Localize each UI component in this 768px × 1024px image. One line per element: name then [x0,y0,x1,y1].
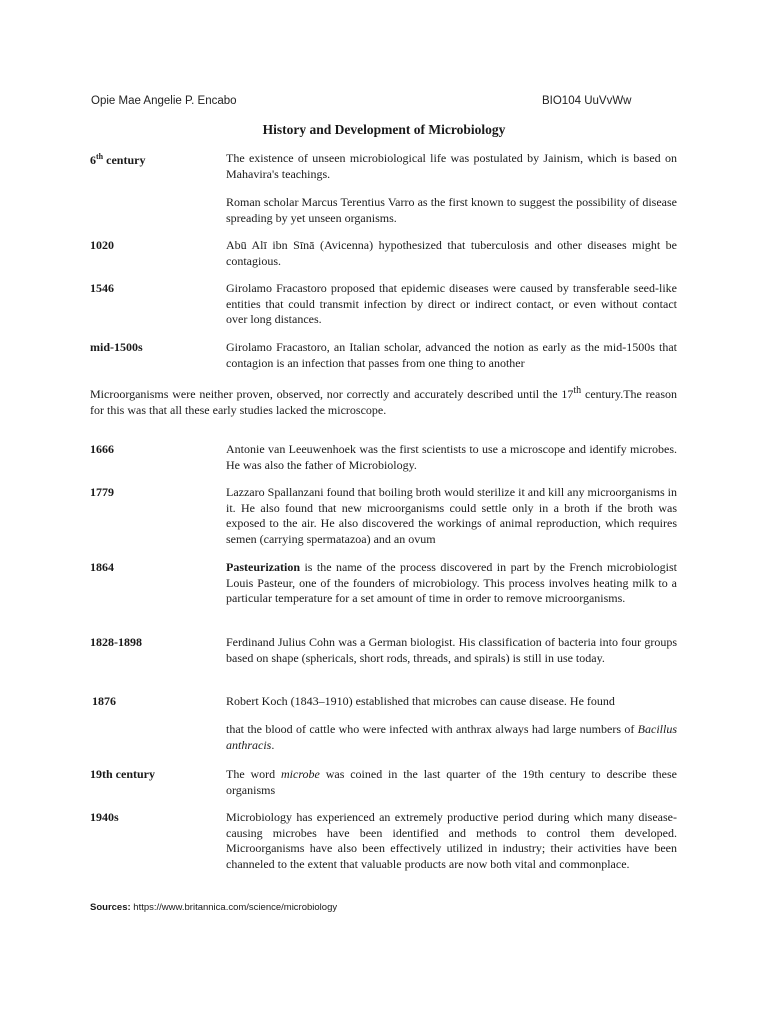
label-1876: 1876 [92,694,116,708]
entry-text-fracastoro-mid-1500s: Girolamo Fracastoro, an Italian scholar, advanced the notion as early as the mid-1500s that contagion is an infection that passes from one thing to another [226,340,677,370]
entry-text-fracastoro-1546: Girolamo Fracastoro proposed that epidemic diseases were caused by transferable seed-like entities that could transmit infection by direct or indirect contact, or even without contact over long distances. [226,281,677,326]
label-1828-1898: 1828-1898 [90,635,142,649]
label-19th-century: 19th century [90,767,155,781]
page-title: History and Development of Microbiology [262,122,506,137]
label-1940s: 1940s [90,810,119,824]
entry-text-anthrax: that the blood of cattle who were infected with anthrax always had large numbers of Bacillus anthracis. [226,722,677,752]
label-6th-century: 6th century [90,152,146,167]
entry-text-jainism: The existence of unseen microbiological life was postulated by Jainism, which is based on Mahavira's teachings. [226,151,677,181]
label-1779: 1779 [90,485,114,499]
entry-text-microscope-paragraph: Microorganisms were neither proven, observed, nor correctly and accurately described until the 17th century.The reason for this was that all these early studies lacked the microscope. [90,385,677,417]
entry-text-koch: Robert Koch (1843–1910) established that microbes can cause disease. He found [226,694,615,708]
sources-line: Sources: https://www.britannica.com/science/microbiology [90,902,338,913]
entry-text-cohn: Ferdinand Julius Cohn was a German biologist. His classification of bacteria into four groups based on shape (sphericals, short rods, threads, and spirals) is still in use today. [226,635,677,665]
entry-text-avicenna: Abū Alī ibn Sīnā (Avicenna) hypothesized that tuberculosis and other diseases might be contagious. [226,238,677,268]
label-mid-1500s: mid-1500s [90,340,143,354]
sources-link[interactable]: https://www.britannica.com/science/microbiology [133,902,338,913]
entry-text-varro: Roman scholar Marcus Terentius Varro as the first known to suggest the possibility of disease spreading by yet unseen organisms. [226,195,677,225]
entry-text-1940s: Microbiology has experienced an extremely productive period during which many disease-causing microbes have been identified and methods to control them developed. Microorganisms have also been effectively utilized in industry; their activities have been channeled to the extent that valuable products are now both vital and commonplace. [226,810,677,871]
entry-text-pasteurization: Pasteurization is the name of the process discovered in part by the French microbiologist Louis Pasteur, one of the founders of microbiology. This process involves heating milk to a particular temperature for a set amount of time in order to remove microorganisms. [226,560,677,605]
course-code: BIO104 UuVvWw [542,95,632,107]
label-1546: 1546 [90,281,114,295]
entry-text-leeuwenhoek: Antonie van Leeuwenhoek was the first scientists to use a microscope and identify microbes. He was also the father of Microbiology. [226,442,677,472]
author-name: Opie Mae Angelie P. Encabo [91,95,237,107]
entry-text-microbe-word: The word microbe was coined in the last quarter of the 19th century to describe these organisms [226,767,677,797]
entry-text-spallanzani: Lazzaro Spallanzani found that boiling broth would sterilize it and kill any microorganisms in it. He also found that new microorganisms could settle only in a broth if the broth was exposed to the air. He also discovered the workings of animal reproduction, which requires semen (carrying spermatazoa) and an ovum [226,485,677,546]
label-1020: 1020 [90,238,114,252]
label-1666: 1666 [90,442,114,456]
label-1864: 1864 [90,560,114,574]
